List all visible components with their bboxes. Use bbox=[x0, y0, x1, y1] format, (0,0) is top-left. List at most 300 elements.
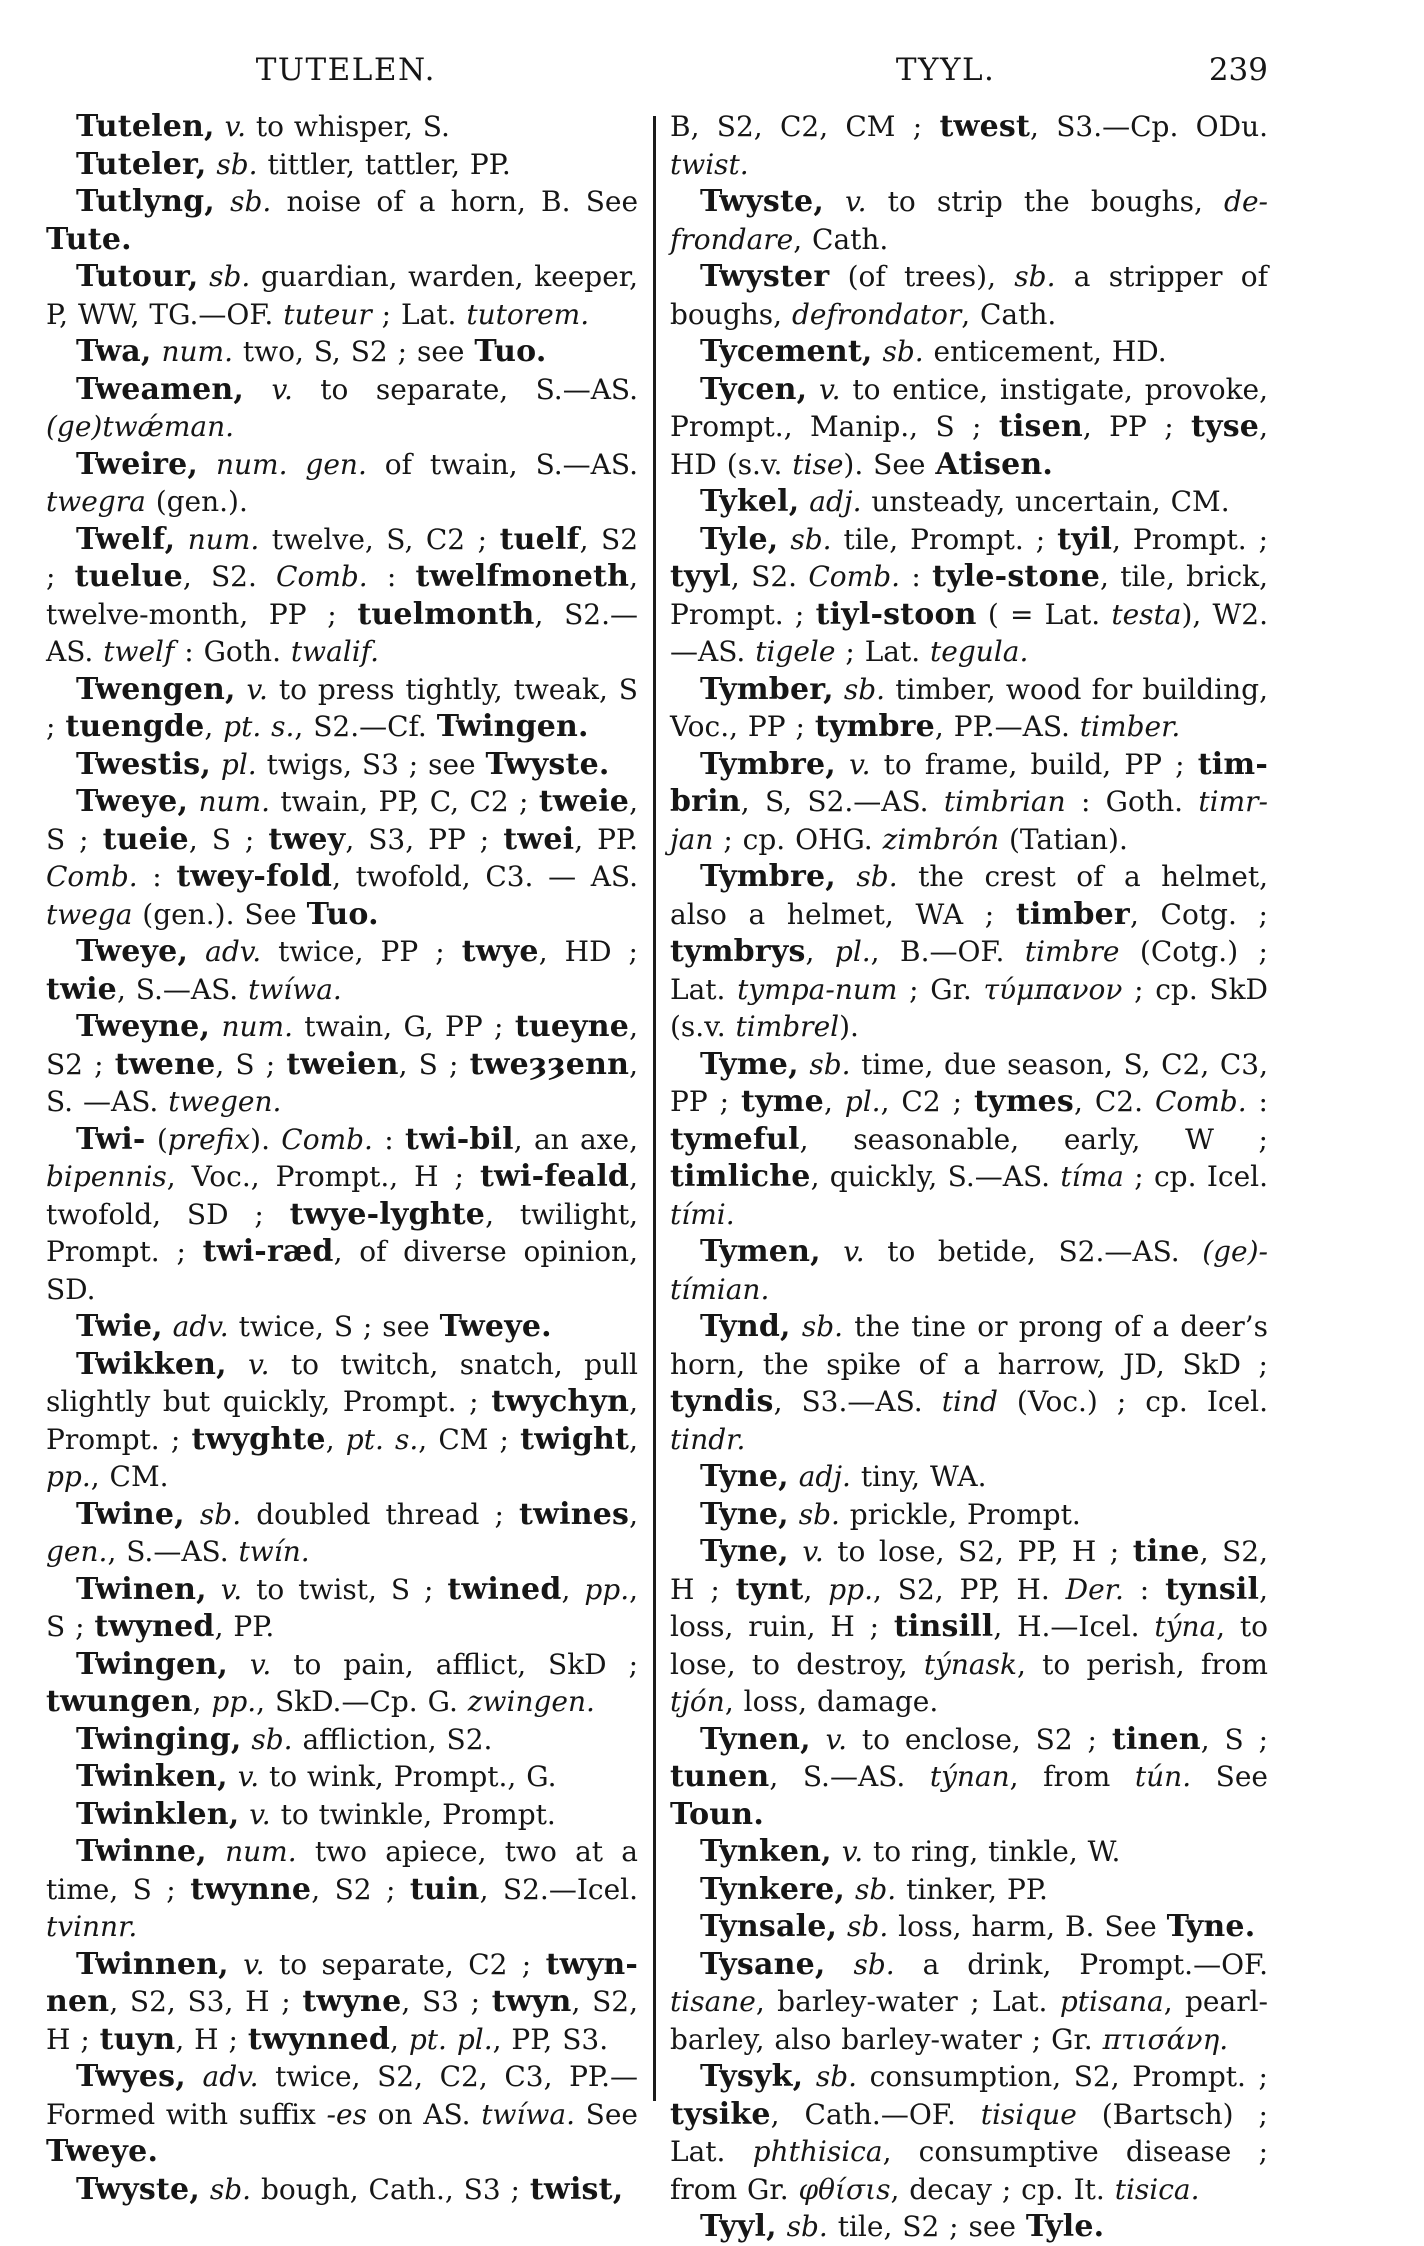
italic-text: sb. bbox=[825, 1947, 895, 1981]
entry-text: , tile, brick, Prompt. ; bbox=[670, 560, 1268, 631]
headword: tymbre bbox=[814, 709, 935, 744]
entry-text: (of trees), bbox=[829, 260, 1015, 293]
headword: twyn bbox=[491, 1984, 572, 2019]
dictionary-entry bbox=[46, 1308, 638, 1346]
dictionary-entry bbox=[670, 1908, 1268, 1946]
italic-text: twalif. bbox=[290, 635, 379, 668]
headword: tyle-stone bbox=[932, 559, 1100, 594]
headword: Tweye. bbox=[46, 2134, 159, 2169]
dictionary-entry bbox=[46, 1721, 638, 1759]
entry-text: to twist, S ; bbox=[242, 1572, 448, 1606]
italic-text: twíwa. bbox=[481, 2097, 575, 2131]
italic-text: tigele bbox=[755, 635, 836, 668]
headword: Tutour, bbox=[76, 259, 199, 294]
dictionary-entry bbox=[46, 146, 638, 184]
entry-text: , S2. bbox=[730, 560, 809, 593]
entry-text: , Prompt. ; bbox=[46, 1385, 638, 1456]
entry-text: , Cotg. ; bbox=[1129, 897, 1268, 931]
entry-text: , S2 ; bbox=[46, 1010, 639, 1081]
headword: tinen bbox=[1111, 1721, 1201, 1757]
entry-text: a stripper of boughs, bbox=[670, 260, 1268, 331]
dictionary-entry bbox=[670, 258, 1268, 333]
dictionary-entry bbox=[670, 2208, 1268, 2246]
entry-text: : Goth. bbox=[1065, 785, 1199, 818]
entry-text: tile, S2 ; see bbox=[827, 2210, 1026, 2243]
headword: tymeful bbox=[670, 1121, 800, 1157]
entry-text: , S2, H ; bbox=[670, 1535, 1269, 1606]
headword: tuengde bbox=[65, 709, 205, 744]
entry-text: to press tightly, tweak, S ; bbox=[46, 672, 638, 743]
entry-text: , barley-water ; Lat. bbox=[755, 1985, 1060, 2018]
dictionary-entry bbox=[670, 1533, 1268, 1721]
italic-text: num. bbox=[210, 1010, 293, 1043]
entry-text: (gen.). bbox=[145, 485, 248, 518]
dictionary-entry bbox=[46, 1496, 638, 1571]
italic-text: tuteur bbox=[283, 297, 372, 331]
italic-text: sb. bbox=[1014, 260, 1056, 293]
italic-text: tisica. bbox=[1114, 2172, 1200, 2206]
italic-text: sb. bbox=[184, 1497, 242, 1531]
headword: Tynken, bbox=[700, 1834, 832, 1869]
headword: tweien bbox=[286, 1046, 399, 1082]
headword: twie bbox=[46, 971, 117, 1007]
italic-text: tími. bbox=[670, 1197, 735, 1231]
headword: Tweire, bbox=[76, 446, 199, 482]
italic-text: v. bbox=[227, 1647, 272, 1681]
headword: Twyster bbox=[700, 259, 830, 294]
entry-text: , CM ; bbox=[418, 1422, 521, 1456]
italic-text: sb. bbox=[198, 260, 251, 293]
column-right bbox=[670, 108, 1268, 2246]
entry-text: , S2, H ; bbox=[46, 1985, 639, 2056]
dictionary-entry bbox=[46, 933, 638, 1008]
headword: Twelf, bbox=[76, 521, 176, 557]
italic-text: Comb. bbox=[281, 1122, 373, 1156]
italic-text: twist. bbox=[670, 147, 749, 181]
entry-text: twice, S ; see bbox=[228, 1310, 440, 1343]
italic-text: bipennis bbox=[46, 1160, 167, 1193]
dictionary-entry bbox=[670, 108, 1268, 183]
italic-text: tegula. bbox=[930, 635, 1029, 668]
headword: tyndis bbox=[670, 1384, 774, 1419]
entry-text: ; cp. SkD (s.v. bbox=[670, 972, 1268, 1043]
italic-text: twegen. bbox=[168, 1085, 282, 1118]
entry-text: : bbox=[372, 1122, 406, 1156]
entry-text: twice, S2, C2, C3, PP.—Formed with suffix bbox=[46, 2060, 638, 2131]
headword: Tysane, bbox=[700, 1946, 826, 1982]
italic-text: týnask bbox=[923, 1647, 1017, 1681]
entry-text: , S2.—Cf. bbox=[294, 710, 437, 743]
entry-text: , S ; bbox=[215, 1047, 287, 1081]
headword: tisen bbox=[998, 409, 1083, 444]
headword: Tyle. bbox=[1025, 2209, 1105, 2244]
italic-text: adv. bbox=[185, 2060, 259, 2093]
italic-text: pp. bbox=[211, 1685, 257, 1718]
italic-text: num. bbox=[206, 1835, 297, 1868]
entry-text: the crest of a helmet, also a helmet, WA ; bbox=[670, 860, 1268, 931]
entry-text: : bbox=[367, 560, 416, 593]
headword: Twingen, bbox=[76, 1646, 228, 1682]
entry-text: , twelve-month, PP ; bbox=[46, 560, 638, 631]
dictionary-entry bbox=[670, 333, 1268, 371]
headword: twyned bbox=[94, 1609, 215, 1644]
headword: Twa, bbox=[76, 334, 152, 369]
italic-text: v. bbox=[820, 1235, 865, 1268]
dictionary-entry bbox=[46, 333, 638, 371]
entry-text: noise of a horn, B. See bbox=[271, 185, 639, 218]
headword: timber bbox=[1015, 896, 1130, 932]
headword: Tysyk, bbox=[700, 2059, 804, 2094]
italic-text: defrondator bbox=[791, 297, 962, 331]
entry-text: , H.—Icel. bbox=[993, 1610, 1155, 1643]
entry-text: : Goth. bbox=[174, 635, 291, 668]
dictionary-entry bbox=[46, 1646, 638, 1721]
italic-text: týnan bbox=[929, 1760, 1010, 1793]
text-columns bbox=[46, 108, 1270, 2246]
entry-text: consumption, S2, Prompt. ; bbox=[857, 2060, 1268, 2093]
entry-text: on AS. bbox=[366, 2097, 482, 2131]
entry-text: , S3, PP ; bbox=[345, 822, 504, 856]
entry-text: ; Lat. bbox=[371, 297, 467, 331]
entry-text: ), W2.—AS. bbox=[670, 597, 1268, 668]
dictionary-entry bbox=[46, 258, 638, 333]
headword: tyyl bbox=[670, 559, 731, 594]
entry-text: , bbox=[803, 1572, 829, 1606]
entry-text: tittler, tattler, PP. bbox=[257, 147, 511, 181]
headword: twene bbox=[114, 1046, 216, 1082]
italic-text: v. bbox=[835, 747, 871, 781]
entry-text: , PP. bbox=[574, 822, 638, 856]
headword: twyghte bbox=[191, 1421, 326, 1457]
entry-text: , S ; bbox=[188, 822, 269, 856]
headword: twey bbox=[268, 821, 346, 857]
italic-text: twegra bbox=[46, 485, 146, 518]
headword: twelfmoneth bbox=[415, 559, 630, 594]
dictionary-entry bbox=[46, 371, 638, 446]
headword: Twyste, bbox=[76, 2171, 200, 2207]
headword: Twi- bbox=[76, 1121, 146, 1157]
italic-text: timr-jan bbox=[670, 785, 1268, 856]
entry-text: , S3.—AS. bbox=[773, 1385, 942, 1418]
headword: Tweyne, bbox=[76, 1009, 211, 1044]
italic-text: tindr. bbox=[670, 1422, 746, 1456]
dictionary-entry bbox=[670, 183, 1268, 258]
dictionary-entry bbox=[670, 1946, 1268, 2059]
entry-text: tinker, PP. bbox=[896, 1872, 1048, 1906]
entry-text: , S2 ; bbox=[46, 522, 639, 593]
italic-text: φθίσιs bbox=[798, 2172, 891, 2206]
italic-text: v. bbox=[214, 110, 246, 143]
italic-text: sb. bbox=[845, 1872, 897, 1906]
headword: Tweye, bbox=[76, 784, 189, 819]
headword: tueie bbox=[102, 821, 189, 857]
italic-text: tvinnr. bbox=[46, 1910, 138, 1943]
headword: Twinklen, bbox=[76, 1796, 240, 1832]
entry-text: , HD ; bbox=[538, 935, 638, 968]
headword: Tynsale, bbox=[700, 1909, 838, 1944]
headword: Tuo. bbox=[474, 334, 547, 369]
header-keyword-right: TYYL. bbox=[895, 52, 996, 88]
italic-text: pl. bbox=[844, 1085, 881, 1118]
entry-text: , bbox=[629, 1497, 638, 1531]
headword: tunen bbox=[670, 1759, 770, 1794]
italic-text: pp. bbox=[584, 1572, 630, 1606]
entry-text: ( bbox=[145, 1122, 168, 1156]
entry-text: , bbox=[561, 1572, 585, 1606]
entry-text: twain, PP, C, C2 ; bbox=[269, 785, 539, 818]
dictionary-entry bbox=[670, 1308, 1268, 1458]
entry-text: to ring, tinkle, W. bbox=[863, 1835, 1121, 1868]
entry-text: , bbox=[325, 1422, 346, 1456]
headword: Tuteler, bbox=[76, 146, 207, 182]
italic-text: sb. bbox=[837, 1910, 889, 1943]
entry-text: , PP.—AS. bbox=[934, 710, 1080, 743]
entry-text: (Voc.) ; cp. Icel. bbox=[997, 1385, 1268, 1418]
italic-text: twín. bbox=[238, 1535, 310, 1568]
dictionary-entry bbox=[670, 1233, 1268, 1308]
entry-text: , Cath. bbox=[793, 222, 889, 256]
dictionary-entry bbox=[46, 108, 638, 146]
entry-text: , H ; bbox=[175, 2022, 248, 2056]
headword: Tyne, bbox=[700, 1459, 789, 1494]
headword: Tutlyng, bbox=[76, 184, 215, 219]
entry-text: timber, wood for building, Voc., PP ; bbox=[670, 672, 1268, 743]
entry-text: twelve, S, C2 ; bbox=[259, 522, 500, 556]
entry-text: , bbox=[204, 710, 224, 743]
entry-text: ; cp. OHG. bbox=[713, 822, 883, 856]
entry-text: , bbox=[390, 2022, 409, 2056]
entry-text: to wink, Prompt., G. bbox=[259, 1760, 557, 1793]
italic-text: twega bbox=[46, 897, 133, 931]
italic-text: tise bbox=[792, 447, 844, 481]
headword: Tute. bbox=[46, 221, 132, 257]
entry-text: , S ; bbox=[46, 785, 638, 856]
entry-text: to twinkle, Prompt. bbox=[270, 1797, 556, 1831]
headword: Twinne, bbox=[76, 1834, 207, 1869]
entry-text: , bbox=[805, 935, 835, 968]
italic-text: timber. bbox=[1079, 710, 1181, 743]
italic-text: num. gen. bbox=[198, 447, 367, 481]
entry-text: ). bbox=[839, 1010, 859, 1043]
headword: Twinken, bbox=[76, 1759, 228, 1794]
headword: tuyn bbox=[99, 2021, 176, 2057]
dictionary-entry bbox=[670, 1458, 1268, 1496]
entry-text: See bbox=[574, 2097, 638, 2131]
entry-text: time, due season, S, C2, C3, PP ; bbox=[670, 1047, 1269, 1118]
entry-text: loss, harm, B. See bbox=[888, 1910, 1167, 1943]
headword: tuelue bbox=[74, 559, 183, 594]
italic-text: adj. bbox=[799, 485, 862, 518]
headword: twyne bbox=[302, 1984, 402, 2019]
italic-text: týna bbox=[1154, 1610, 1217, 1643]
entry-text: , Cath. bbox=[961, 297, 1057, 331]
entry-text: , S.—AS. bbox=[116, 972, 249, 1006]
dictionary-entry bbox=[46, 783, 638, 933]
italic-text: v. bbox=[823, 185, 867, 218]
headword: tueyne bbox=[514, 1009, 630, 1044]
italic-text: πτισάνη. bbox=[1102, 2022, 1229, 2056]
headword: tiyl-stoon bbox=[815, 596, 977, 632]
entry-text: ; Gr. bbox=[897, 972, 984, 1006]
entry-text: : bbox=[137, 860, 177, 893]
italic-text: τύμπανον bbox=[983, 972, 1123, 1006]
entry-text: two apiece, two at a time, S ; bbox=[46, 1835, 638, 1906]
italic-text: timbrel bbox=[735, 1010, 840, 1043]
dictionary-entry bbox=[670, 746, 1268, 859]
headword: Twestis, bbox=[76, 746, 212, 782]
dictionary-entry bbox=[46, 521, 638, 671]
entry-text: tiny, WA. bbox=[850, 1460, 987, 1493]
headword: Tynen, bbox=[700, 1721, 811, 1757]
italic-text: pt. pl. bbox=[408, 2022, 493, 2056]
italic-text: num. bbox=[151, 335, 233, 368]
italic-text: pp. bbox=[46, 1460, 91, 1493]
headword: Tutelen, bbox=[76, 109, 215, 144]
entry-text: : bbox=[1123, 1572, 1166, 1606]
entry-text: two, S, S2 ; see bbox=[232, 335, 475, 368]
italic-text: Comb. bbox=[1154, 1085, 1247, 1118]
entry-text: , S2, PP, H. bbox=[873, 1572, 1066, 1606]
entry-text: , S ; bbox=[46, 1572, 639, 1643]
italic-text: sb. bbox=[872, 335, 924, 368]
dictionary-entry bbox=[670, 483, 1268, 521]
italic-text: sb. bbox=[241, 1722, 293, 1756]
italic-text: zimbrón bbox=[882, 822, 1000, 856]
italic-text: timbrian bbox=[943, 785, 1066, 818]
headword: twist, bbox=[529, 2171, 624, 2207]
headword: Twyes, bbox=[76, 2059, 186, 2094]
entry-text: , bbox=[823, 1085, 845, 1118]
headword: tuelf bbox=[499, 521, 580, 557]
headword: twychyn bbox=[491, 1384, 630, 1419]
dictionary-entry bbox=[46, 1758, 638, 1796]
headword: Tyne, bbox=[700, 1496, 789, 1532]
entry-text: , loss, ruin, H ; bbox=[670, 1572, 1269, 1643]
headword: tynsil bbox=[1165, 1571, 1260, 1607]
headword: Twine, bbox=[76, 1496, 185, 1532]
entry-text: twice, PP ; bbox=[261, 935, 462, 968]
headword: tyme bbox=[741, 1084, 824, 1119]
entry-text: (Cotg.) ; Lat. bbox=[670, 935, 1268, 1006]
entry-text: bough, Cath., S3 ; bbox=[251, 2172, 530, 2206]
headword: tymes bbox=[974, 1084, 1075, 1119]
entry-text: the tine or prong of a deer’s horn, the spike of a harrow, JD, SkD ; bbox=[670, 1310, 1268, 1381]
entry-text: , S3 ; bbox=[401, 1985, 492, 2018]
entry-text: , PP ; bbox=[1082, 410, 1192, 443]
entry-text: (gen.). See bbox=[132, 897, 307, 931]
dictionary-entry bbox=[670, 371, 1268, 484]
entry-text: , S.—AS. bbox=[107, 1535, 239, 1568]
italic-text: adv. bbox=[162, 1310, 229, 1343]
headword: Tyne. bbox=[1166, 1909, 1256, 1944]
page-number: 239 bbox=[1208, 52, 1268, 88]
entry-text: See bbox=[1191, 1760, 1268, 1793]
entry-text: , Voc., Prompt., H ; bbox=[166, 1160, 480, 1193]
headword: tynt bbox=[735, 1571, 804, 1607]
dictionary-entry bbox=[46, 1121, 638, 1309]
column-divider-rule bbox=[653, 116, 656, 2101]
headword: Atisen. bbox=[935, 446, 1054, 482]
headword: tyil bbox=[1057, 521, 1113, 557]
headword: twines bbox=[519, 1496, 630, 1532]
italic-text: adj. bbox=[788, 1460, 851, 1493]
entry-text: unsteady, uncertain, CM. bbox=[861, 485, 1230, 518]
headword: Twikken, bbox=[76, 1346, 227, 1382]
italic-text: gen. bbox=[46, 1535, 108, 1568]
entry-text: , C2 ; bbox=[880, 1085, 974, 1118]
entry-text: , S.—AS. bbox=[769, 1760, 930, 1793]
entry-text: , Cath.—OF. bbox=[770, 2097, 981, 2131]
headword: twey-fold bbox=[176, 859, 333, 894]
italic-text: pl. bbox=[834, 935, 871, 968]
dictionary-entry bbox=[670, 671, 1268, 746]
dictionary-entry bbox=[46, 2171, 638, 2209]
entry-text: to strip the boughs, bbox=[866, 185, 1225, 218]
entry-text: ). See bbox=[843, 447, 936, 481]
entry-text: , from bbox=[1009, 1760, 1135, 1793]
entry-text: prickle, Prompt. bbox=[839, 1497, 1081, 1531]
headword: tuelmonth bbox=[357, 596, 535, 632]
italic-text: num. bbox=[188, 785, 270, 818]
entry-text: ). bbox=[250, 1122, 282, 1156]
entry-text: , S2, S3, H ; bbox=[109, 1985, 303, 2018]
headword: twyn-nen bbox=[46, 1946, 639, 2019]
italic-text: sb. bbox=[798, 1047, 851, 1081]
entry-text: enticement, HD. bbox=[923, 335, 1167, 368]
italic-text: sb. bbox=[776, 2210, 828, 2243]
italic-text: v. bbox=[807, 372, 841, 406]
italic-text: sb. bbox=[833, 672, 886, 706]
entry-text: , S3.—Cp. ODu. bbox=[1030, 110, 1268, 143]
entry-text: , HD (s.v. bbox=[670, 410, 1269, 481]
headword: tuin bbox=[409, 1871, 480, 1907]
entry-text: , S2.—Icel. bbox=[479, 1872, 638, 1906]
running-head bbox=[46, 52, 1270, 92]
headword: tine bbox=[1132, 1534, 1200, 1569]
headword: twest bbox=[939, 109, 1031, 144]
headword: Twyste, bbox=[700, 184, 824, 219]
entry-text: , decay ; cp. It. bbox=[890, 2172, 1115, 2206]
italic-text: v. bbox=[788, 1535, 824, 1568]
headword: tinsill bbox=[893, 1609, 994, 1644]
headword: Tynkere, bbox=[700, 1871, 846, 1907]
italic-text: Comb. bbox=[276, 560, 368, 593]
headword: Tweye, bbox=[76, 934, 189, 969]
italic-text: v. bbox=[810, 1722, 848, 1756]
italic-text: zwingen. bbox=[467, 1685, 595, 1718]
italic-text: v. bbox=[226, 1347, 270, 1381]
headword: Tymber, bbox=[700, 671, 834, 707]
italic-text: tíma bbox=[1060, 1160, 1124, 1193]
italic-text: tún. bbox=[1134, 1760, 1192, 1793]
entry-text: to separate, C2 ; bbox=[264, 1947, 546, 1981]
italic-text: pt. s. bbox=[345, 1422, 419, 1456]
italic-text: sb. bbox=[214, 185, 272, 218]
italic-text: v. bbox=[228, 1947, 265, 1981]
dictionary-entry bbox=[670, 1871, 1268, 1909]
italic-text: Comb. bbox=[808, 560, 901, 593]
entry-text: B, S2, C2, CM ; bbox=[670, 110, 940, 143]
italic-text: sb. bbox=[835, 860, 898, 893]
entry-text: ; cp. Icel. bbox=[1123, 1160, 1268, 1193]
entry-text: , C2. bbox=[1074, 1085, 1155, 1118]
entry-text: , PP, S3. bbox=[492, 2022, 609, 2056]
italic-text: testa bbox=[1111, 597, 1182, 631]
italic-text: sb. bbox=[206, 147, 258, 181]
italic-text: twíwa. bbox=[248, 972, 342, 1006]
headword: Twyste. bbox=[485, 746, 610, 782]
entry-text: twigs, S3 ; see bbox=[256, 747, 486, 781]
